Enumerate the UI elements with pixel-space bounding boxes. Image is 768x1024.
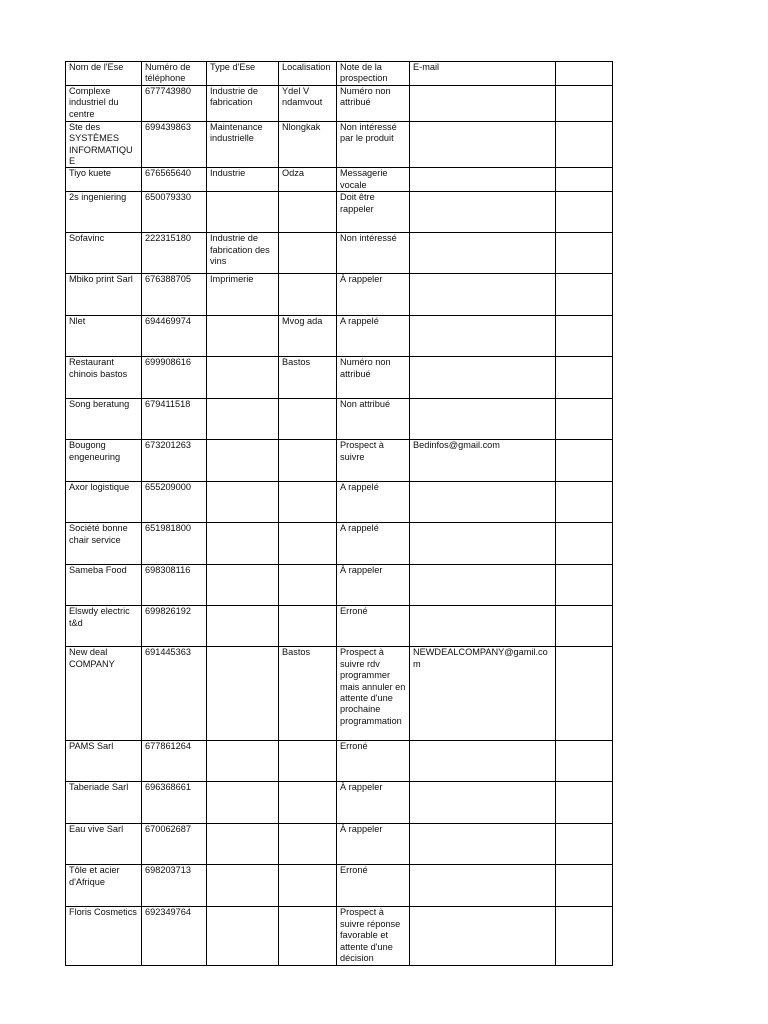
cell-extra	[556, 907, 613, 966]
cell-location	[279, 274, 337, 316]
cell-phone: 677743980	[142, 85, 207, 121]
cell-extra	[556, 168, 613, 192]
cell-extra	[556, 824, 613, 865]
cell-type	[207, 192, 279, 233]
cell-name: Tôle et acier d'Afrique	[66, 865, 142, 907]
cell-type	[207, 606, 279, 647]
cell-name: Sameba Food	[66, 565, 142, 606]
cell-extra	[556, 85, 613, 121]
table-row	[66, 85, 613, 121]
cell-extra	[556, 192, 613, 233]
cell-location	[279, 606, 337, 647]
cell-phone: 651981800	[142, 523, 207, 565]
cell-phone: 677861264	[142, 741, 207, 782]
cell-extra	[556, 482, 613, 523]
cell-name: Ste des SYSTÈMES INFORMATIQU E	[66, 121, 142, 168]
table-row	[66, 482, 613, 523]
cell-type: Industrie de fabrication des vins	[207, 233, 279, 274]
cell-phone: 679411518	[142, 399, 207, 440]
cell-type: Maintenance industrielle	[207, 121, 279, 168]
cell-email	[410, 606, 556, 647]
cell-extra	[556, 647, 613, 741]
cell-phone: 698308116	[142, 565, 207, 606]
cell-email	[410, 168, 556, 192]
cell-note: A rappelé	[337, 523, 410, 565]
cell-phone: 698203713	[142, 865, 207, 907]
cell-note: À rappeler	[337, 782, 410, 824]
cell-extra	[556, 865, 613, 907]
cell-name: Taberiade Sarl	[66, 782, 142, 824]
cell-type	[207, 824, 279, 865]
table-row	[66, 357, 613, 399]
table-row	[66, 168, 613, 192]
cell-name: Tiyo kuete	[66, 168, 142, 192]
cell-name: Floris Cosmetics	[66, 907, 142, 966]
cell-note: À rappeler	[337, 824, 410, 865]
cell-email	[410, 741, 556, 782]
cell-type	[207, 357, 279, 399]
cell-note: Doit être rappeler	[337, 192, 410, 233]
header-cell-phone: Numéro de téléphone	[142, 62, 207, 86]
cell-extra	[556, 523, 613, 565]
cell-note: À rappeler	[337, 274, 410, 316]
cell-extra	[556, 741, 613, 782]
cell-name: PAMS Sarl	[66, 741, 142, 782]
cell-note: Messagerie vocale	[337, 168, 410, 192]
cell-email	[410, 907, 556, 966]
cell-type	[207, 907, 279, 966]
cell-email	[410, 192, 556, 233]
cell-location	[279, 565, 337, 606]
cell-type: Industrie	[207, 168, 279, 192]
table-row	[66, 647, 613, 741]
cell-note: À rappeler	[337, 565, 410, 606]
cell-note: Prospect à suivre	[337, 440, 410, 482]
cell-extra	[556, 565, 613, 606]
table-row	[66, 192, 613, 233]
cell-location	[279, 192, 337, 233]
cell-extra	[556, 782, 613, 824]
cell-extra	[556, 316, 613, 357]
cell-note: Erroné	[337, 606, 410, 647]
cell-email: NEWDEALCOMPANY@gamil.com	[410, 647, 556, 741]
table-row	[66, 824, 613, 865]
table-row	[66, 121, 613, 168]
table-body	[66, 62, 613, 966]
cell-phone: 655209000	[142, 482, 207, 523]
header-cell-email: E-mail	[410, 62, 556, 86]
cell-type	[207, 565, 279, 606]
cell-location: Odza	[279, 168, 337, 192]
table-row	[66, 565, 613, 606]
cell-extra	[556, 233, 613, 274]
cell-email: Bedinfos@gmail.com	[410, 440, 556, 482]
cell-phone: 699826192	[142, 606, 207, 647]
cell-location	[279, 440, 337, 482]
table-row	[66, 399, 613, 440]
cell-type: Imprimerie	[207, 274, 279, 316]
cell-type	[207, 865, 279, 907]
cell-phone: 676565640	[142, 168, 207, 192]
cell-email	[410, 523, 556, 565]
cell-type	[207, 782, 279, 824]
cell-location	[279, 865, 337, 907]
cell-location: Nlongkak	[279, 121, 337, 168]
cell-email	[410, 482, 556, 523]
header-cell-location: Localisation	[279, 62, 337, 86]
cell-email	[410, 399, 556, 440]
header-cell-note: Note de la prospection	[337, 62, 410, 86]
cell-phone: 696368661	[142, 782, 207, 824]
cell-type	[207, 523, 279, 565]
cell-location	[279, 523, 337, 565]
cell-location	[279, 741, 337, 782]
header-cell-extra	[556, 62, 613, 86]
cell-name: Song beratung	[66, 399, 142, 440]
cell-email	[410, 565, 556, 606]
cell-location: Mvog ada	[279, 316, 337, 357]
cell-extra	[556, 399, 613, 440]
cell-phone: 694469974	[142, 316, 207, 357]
cell-phone: 691445363	[142, 647, 207, 741]
cell-location	[279, 233, 337, 274]
cell-note: Non intéressé	[337, 233, 410, 274]
cell-type	[207, 741, 279, 782]
cell-location: Bastos	[279, 647, 337, 741]
cell-note: A rappelé	[337, 482, 410, 523]
cell-email	[410, 865, 556, 907]
header-cell-type: Type d'Ese	[207, 62, 279, 86]
cell-phone: 699908616	[142, 357, 207, 399]
cell-extra	[556, 121, 613, 168]
cell-name: Mbiko print Sarl	[66, 274, 142, 316]
table-row	[66, 865, 613, 907]
cell-phone: 699439863	[142, 121, 207, 168]
cell-note: Prospect à suivre rdv programmer mais annuler en attente d'une prochaine programmation	[337, 647, 410, 741]
cell-email	[410, 357, 556, 399]
table-row	[66, 741, 613, 782]
cell-note: Prospect à suivre réponse favorable et attente d'une décision	[337, 907, 410, 966]
cell-phone: 673201263	[142, 440, 207, 482]
cell-extra	[556, 357, 613, 399]
cell-email	[410, 121, 556, 168]
cell-name: New deal COMPANY	[66, 647, 142, 741]
cell-note: A rappelé	[337, 316, 410, 357]
table-row	[66, 233, 613, 274]
cell-extra	[556, 274, 613, 316]
cell-phone: 692349764	[142, 907, 207, 966]
cell-name: 2s ingeniering	[66, 192, 142, 233]
cell-location	[279, 782, 337, 824]
cell-type	[207, 647, 279, 741]
cell-location	[279, 907, 337, 966]
cell-email	[410, 85, 556, 121]
table-row	[66, 440, 613, 482]
table-row	[66, 316, 613, 357]
cell-name: Bougong engeneuring	[66, 440, 142, 482]
cell-type	[207, 316, 279, 357]
cell-location: Bastos	[279, 357, 337, 399]
header-row	[66, 62, 613, 86]
cell-location: Ydel V ndamvout	[279, 85, 337, 121]
cell-type	[207, 399, 279, 440]
cell-note: Numéro non attribué	[337, 85, 410, 121]
cell-note: Non attribué	[337, 399, 410, 440]
table-row	[66, 907, 613, 966]
cell-name: Société bonne chair service	[66, 523, 142, 565]
cell-note: Erroné	[337, 865, 410, 907]
cell-email	[410, 233, 556, 274]
cell-type: Industrie de fabrication	[207, 85, 279, 121]
cell-email	[410, 316, 556, 357]
cell-phone: 650079330	[142, 192, 207, 233]
cell-type	[207, 482, 279, 523]
cell-name: Sofavinc	[66, 233, 142, 274]
cell-email	[410, 824, 556, 865]
table-row	[66, 274, 613, 316]
cell-location	[279, 399, 337, 440]
cell-email	[410, 274, 556, 316]
cell-name: Complexe industriel du centre	[66, 85, 142, 121]
table-row	[66, 606, 613, 647]
table-row	[66, 782, 613, 824]
cell-phone: 676388705	[142, 274, 207, 316]
cell-extra	[556, 440, 613, 482]
cell-location	[279, 824, 337, 865]
header-cell-name: Nom de l'Ese	[66, 62, 142, 86]
cell-name: Restaurant chinois bastos	[66, 357, 142, 399]
cell-email	[410, 782, 556, 824]
cell-note: Erroné	[337, 741, 410, 782]
prospection-table	[65, 61, 613, 966]
cell-name: Eau vive Sarl	[66, 824, 142, 865]
cell-location	[279, 482, 337, 523]
table-row	[66, 523, 613, 565]
cell-type	[207, 440, 279, 482]
cell-name: Elswdy electric t&d	[66, 606, 142, 647]
cell-phone: 670062687	[142, 824, 207, 865]
cell-note: Non intéressé par le produit	[337, 121, 410, 168]
cell-extra	[556, 606, 613, 647]
cell-note: Numéro non attribué	[337, 357, 410, 399]
cell-name: Nlet	[66, 316, 142, 357]
cell-name: Axor logistique	[66, 482, 142, 523]
cell-phone: 222315180	[142, 233, 207, 274]
